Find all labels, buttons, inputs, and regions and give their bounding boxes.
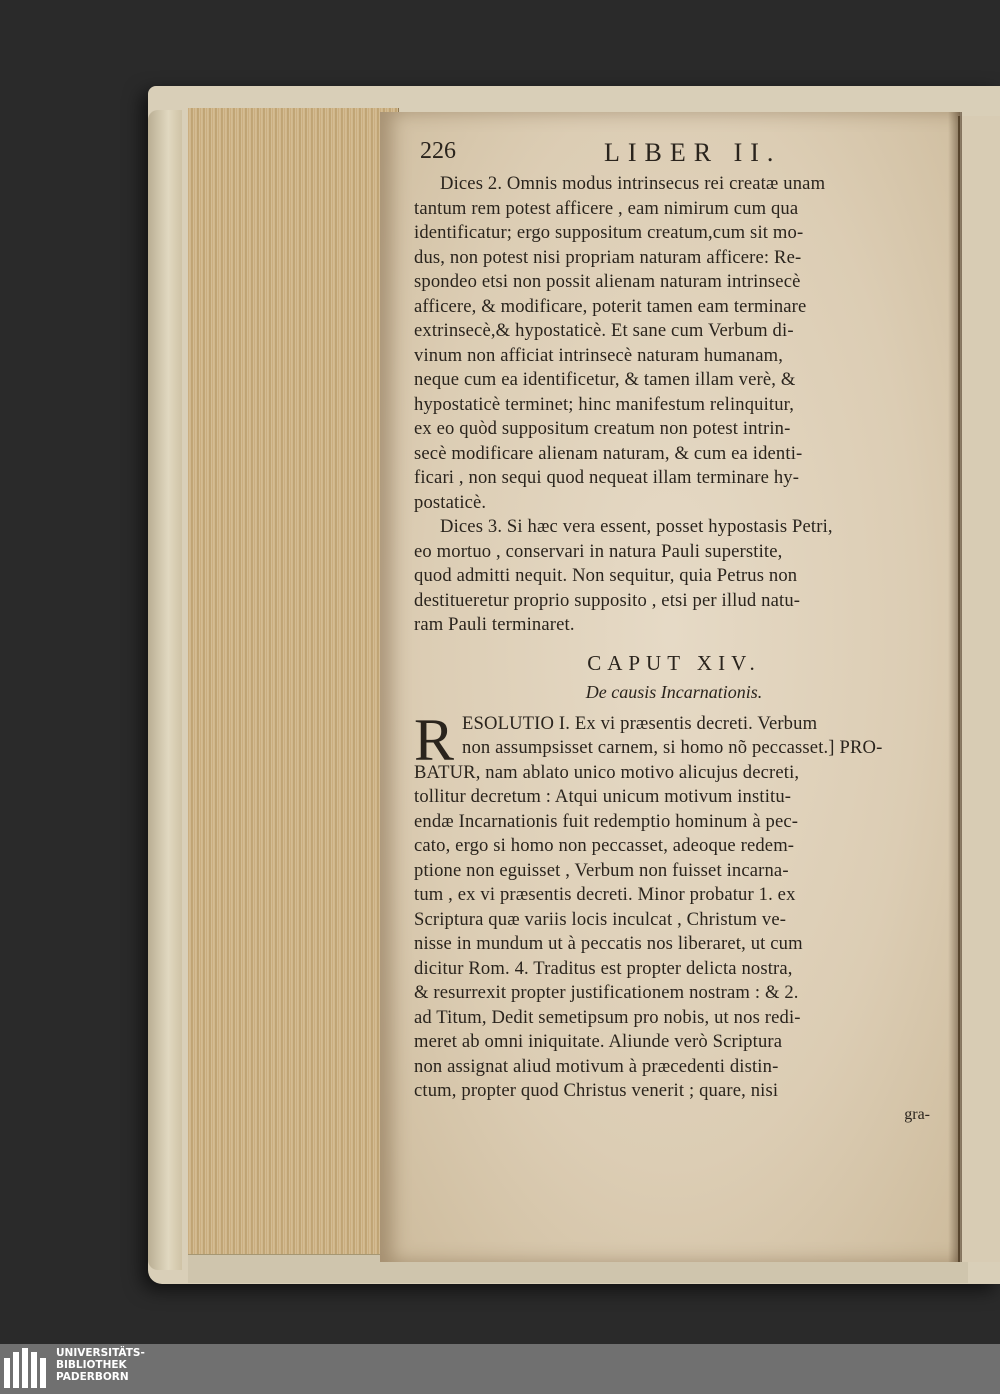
text-line: identificatur; ergo suppositum creatum,cum sit mo- [414,222,804,243]
running-title: LIBER II. [604,138,782,167]
text-line: ficari , non sequi quod nequeat illam terminare hy- [414,467,800,488]
library-name-line: UNIVERSITÄTS- [56,1347,145,1359]
text-line: ptione non eguisset , Verbum non fuisset incarna- [414,859,789,881]
text-line: dus, non potest nisi propriam naturam afficere: Re- [414,246,802,268]
text-line: ESOLUTIO I. Ex vi præsentis decreti. Verbum [462,712,818,734]
text-line: & resurrexit propter justificationem nostram : & 2. [414,982,799,1003]
facing-page-edge [958,116,1000,1262]
footer-bar [0,1344,1000,1394]
text-line: extrinsecè,& hypostaticè. Et sane cum Verbum di- [414,320,794,341]
page-edges [188,108,399,1260]
logo-bar [13,1352,19,1388]
logo-bar [4,1358,10,1388]
gutter-shadow [948,112,962,1262]
drop-cap: R [414,706,455,773]
text-line: vinum non afficiat intrinsecè naturam humanam, [414,344,784,366]
text-line: tum , ex vi præsentis decreti. Minor probatur 1. ex [414,884,796,905]
chapter-subtitle: De causis Incarnationis. [585,681,763,702]
text-line: dicitur Rom. 4. Traditus est propter delicta nostra, [414,957,793,979]
library-name-line: BIBLIOTHEK [56,1359,127,1371]
text-line: ctum, propter quod Christus venerit ; quare, nisi [414,1080,779,1101]
text-line: tantum rem potest afficere , eam nimirum cum qua [414,197,799,219]
text-line: Scriptura quæ variis locis inculcat , Christum ve- [414,908,787,930]
text-line: afficere, & modificare, poterit tamen eam terminare [414,295,807,317]
book-spine [148,110,182,1270]
text-line: ad Titum, Dedit semetipsum pro nobis, ut nos redi- [414,1006,801,1028]
text-line: cato, ergo si homo non peccasset, adeoque redem- [414,835,795,856]
text-line: BATUR, nam ablato unico motivo alicujus decreti, [414,761,800,783]
text-line: postaticè. [414,491,487,513]
text-line: ex eo quòd suppositum creatum non potest intrin- [414,418,791,439]
text-line: non assignat aliud motivum à præcedenti distin- [414,1055,779,1077]
text-line: Dices 2. Omnis modus intrinsecus rei creatæ unam [440,173,826,194]
paragraph-dices-2 [414,172,934,515]
page-number: 226 [420,138,456,164]
paragraph-dices-3 [414,515,934,638]
text-line: non assumpsisset carnem, si homo nõ peccasset.] PRO- [462,737,883,758]
catchword: gra- [904,1105,930,1123]
text-line: Dices 3. Si hæc vera essent, posset hypostasis Petri, [440,516,833,537]
logo-bar [40,1358,46,1388]
paragraph-resolutio [414,706,934,1104]
text-line: neque cum ea identificetur, & tamen illam verè, & [414,369,796,390]
text-line: destitueretur proprio supposito , etsi per illud natu- [414,589,801,611]
text-line: spondeo etsi non possit alienam naturam intrinsecè [414,271,801,292]
text-line: meret ab omni iniquitate. Aliunde verò Scriptura [414,1031,783,1052]
library-logo-icon [0,1344,50,1394]
chapter-title: CAPUT XIV. [587,650,761,675]
text-line: nisse in mundum ut à peccatis nos liberaret, ut cum [414,933,803,954]
page-header [414,138,934,172]
logo-bar [31,1352,37,1388]
library-name-line: PADERBORN [56,1371,129,1383]
text-line: quod admitti nequit. Non sequitur, quia Petrus non [414,565,798,586]
text-line: hypostaticè terminet; hinc manifestum relinquitur, [414,393,795,415]
library-name [56,1347,145,1383]
text-line: secè modificare alienam naturam, & cum ea identi- [414,442,803,464]
text-line: ram Pauli terminaret. [414,614,575,635]
text-line: tollitur decretum : Atqui unicum motivum institu- [414,786,792,807]
text-line: eo mortuo , conservari in natura Pauli superstite, [414,540,783,562]
logo-bar [22,1348,28,1388]
text-line: endæ Incarnationis fuit redemptio hominum à pec- [414,810,799,832]
page-text [414,138,934,1126]
